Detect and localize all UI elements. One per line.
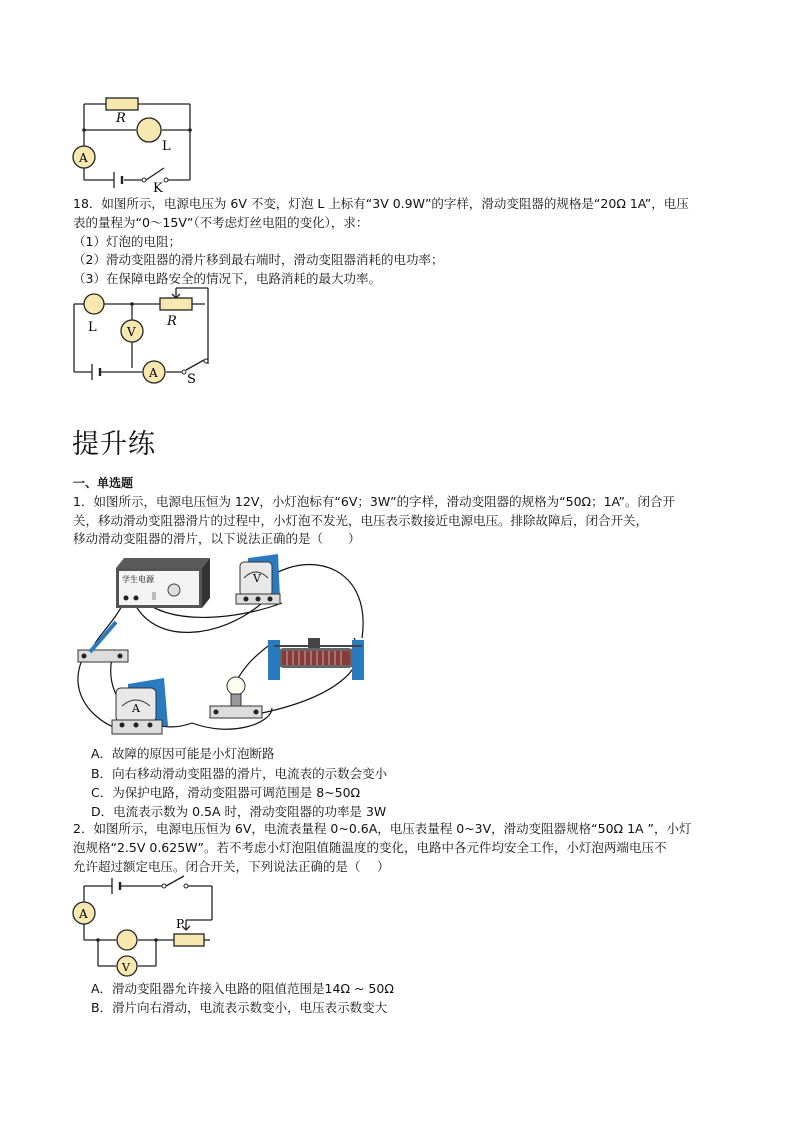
p2-line-2: 泡规格“2.5V 0.625W”。若不考虑小灯泡阻值随温度的变化，电路中各元件均安全工作，小灯泡两端电压不 bbox=[73, 840, 667, 855]
knife-switch bbox=[78, 622, 128, 662]
label-r: R bbox=[167, 314, 177, 329]
p2-option-b: B．滑片向右滑动，电流表示数变小，电压表示数变大 bbox=[91, 1000, 388, 1015]
p1-option-b: B．向右移动滑动变阻器的滑片，电流表的示数会变小 bbox=[91, 766, 388, 781]
p2-line-1: 2．如图所示，电源电压恒为 6V，电流表量程 0~0.6A，电压表量程 0~3V，滑动变阻器规格“50Ω 1A ”，小灯 bbox=[73, 821, 692, 836]
q18-sub-1: （1）灯泡的电阻； bbox=[73, 234, 181, 249]
q18-line-2: 表的量程为“0～15V”（不考虑灯丝电阻的变化），求： bbox=[73, 215, 369, 230]
label-s: S bbox=[187, 372, 196, 384]
label-l: L bbox=[162, 139, 171, 154]
circuit-diagram-q17 bbox=[70, 88, 200, 196]
q18-line-1: 18．如图所示，电源电压为 6V 不变，灯泡 L 上标有“3V 0.9W”的字样，滑动变阻器的规格是“20Ω 1A”，电压 bbox=[73, 196, 689, 211]
circuit-diagram-q18 bbox=[70, 284, 215, 384]
section-title: 一、单选题 bbox=[73, 476, 134, 490]
p1-option-c: C．为保护电路，滑动变阻器可调范围是 8~50Ω bbox=[91, 785, 361, 800]
lamp bbox=[117, 930, 137, 950]
label-k: K bbox=[153, 181, 163, 196]
label-r: R bbox=[116, 111, 126, 126]
p1-line-3: 移动滑动变阻器的滑片，以下说法正确的是（ ） bbox=[73, 531, 361, 546]
rheostat-r bbox=[160, 298, 192, 310]
voltmeter bbox=[236, 554, 280, 604]
apparatus-diagram-p1 bbox=[72, 548, 382, 744]
q18-sub-2: （2）滑动变阻器的滑片移到最右端时，滑动变阻器消耗的电功率； bbox=[73, 252, 444, 267]
resistor-r bbox=[106, 98, 138, 110]
label-l: L bbox=[88, 320, 97, 335]
lamp bbox=[210, 677, 262, 718]
label-p: P bbox=[176, 917, 185, 931]
q18-sub-3: （3）在保障电路安全的情况下，电路消耗的最大功率。 bbox=[73, 271, 381, 286]
power-supply-label: 学生电源 bbox=[122, 575, 154, 584]
lamp-l bbox=[84, 294, 104, 314]
circuit-diagram-p2 bbox=[70, 874, 220, 978]
voltmeter-label: V bbox=[253, 572, 261, 585]
label-v: V bbox=[127, 325, 136, 339]
lamp-l bbox=[137, 118, 161, 142]
page-heading: 提升练 bbox=[72, 429, 156, 460]
label-a: A bbox=[79, 907, 88, 921]
rheostat-p bbox=[174, 934, 204, 946]
label-a: A bbox=[149, 366, 158, 380]
power-supply bbox=[116, 558, 210, 608]
p1-line-2: 关，移动滑动变阻器滑片的过程中，小灯泡不发光，电压表示数接近电源电压。排除故障后，闭合开关， bbox=[73, 513, 649, 528]
label-a: A bbox=[79, 151, 88, 165]
ammeter-label: A bbox=[132, 702, 140, 715]
p1-option-a: A．故障的原因可能是小灯泡断路 bbox=[91, 746, 275, 761]
p1-line-1: 1．如图所示，电源电压恒为 12V，小灯泡标有“6V；3W”的字样，滑动变阻器的规格为“50Ω；1A”。闭合开 bbox=[73, 494, 676, 509]
ammeter bbox=[112, 678, 168, 734]
p2-option-a: A．滑动变阻器允许接入电路的阻值范围是14Ω ~ 50Ω bbox=[91, 981, 394, 996]
p2-line-3: 允许超过额定电压。闭合开关，下列说法正确的是（ ） bbox=[73, 859, 390, 874]
label-v: V bbox=[122, 961, 130, 974]
p1-option-d: D．电流表示数为 0.5A 时，滑动变阻器的功率是 3W bbox=[91, 804, 387, 819]
